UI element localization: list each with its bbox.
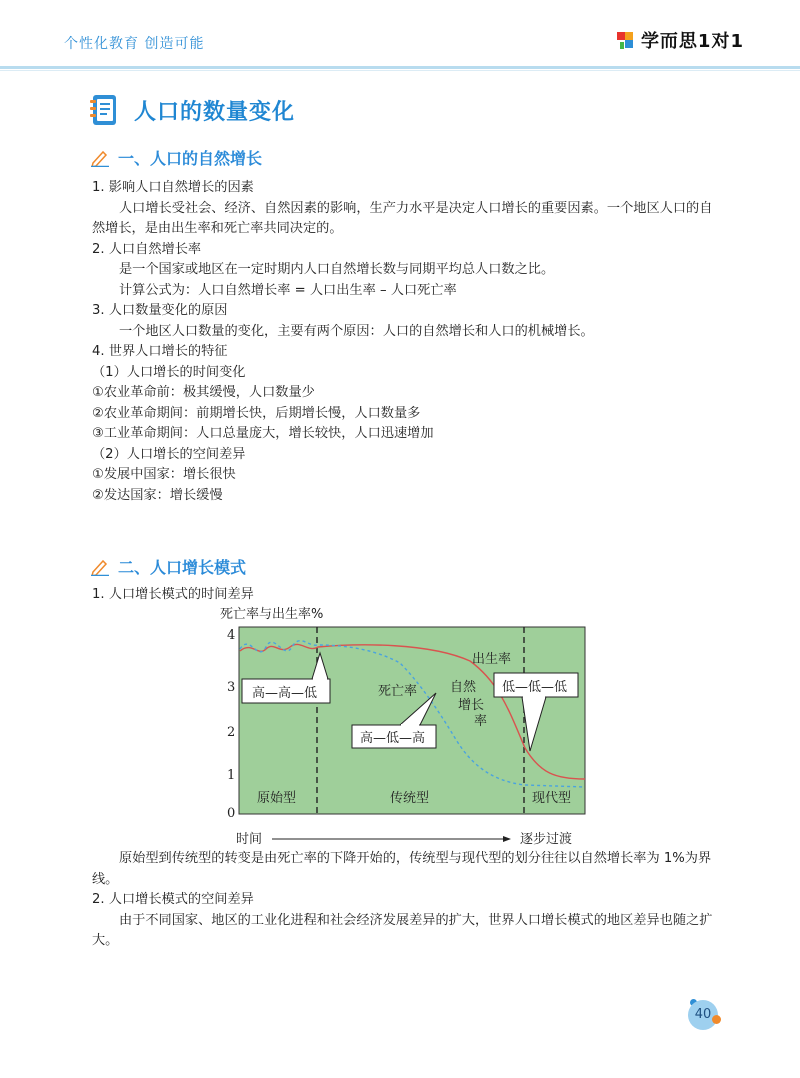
header-divider-thin <box>0 70 800 71</box>
natural-growth-label-3: 率 <box>474 714 488 729</box>
y-tick-4: 4 <box>227 628 236 643</box>
section1-body <box>92 178 717 506</box>
text-line: ③工业革命期间：人口总量庞大，增长较快，人口迅速增加 <box>92 426 434 441</box>
pencil-icon <box>90 558 110 576</box>
section-title-2: 二、人口增长模式 <box>118 558 247 577</box>
section-heading-1 <box>90 146 262 169</box>
text-line: （2）人口增长的空间差异 <box>92 446 246 462</box>
birth-rate-label: 出生率 <box>472 652 512 667</box>
callout-primitive-text: 高—高—低 <box>252 686 318 701</box>
page-header <box>0 0 800 68</box>
page-title-row <box>90 93 295 127</box>
callout-modern-text: 低—低—低 <box>502 680 568 695</box>
y-tick-0: 0 <box>227 806 236 821</box>
stage-primitive-label: 原始型 <box>257 791 297 806</box>
y-tick-1: 1 <box>227 768 236 783</box>
text-line: 2. 人口增长模式的空间差异 <box>92 892 254 907</box>
population-model-chart <box>200 603 600 849</box>
brand-logo <box>615 27 744 53</box>
text-paragraph: 人口增长受社会、经济、自然因素的影响，生产力水平是决定人口增长的重要因素。一个地区人口的自然增长，是由出生率和死亡率共同决定的。 <box>92 200 713 236</box>
header-slogan: 个性化教育 创造可能 <box>64 36 205 52</box>
section-heading-2 <box>90 555 246 578</box>
callout-traditional-text: 高—低—高 <box>360 731 426 746</box>
page-title: 人口的数量变化 <box>134 99 296 125</box>
chart-ylabel: 死亡率与出生率% <box>220 607 324 622</box>
text-line: 1. 影响人口自然增长的因素 <box>92 180 254 195</box>
section-title-1: 一、人口的自然增长 <box>118 149 263 168</box>
text-line: （1）人口增长的时间变化 <box>92 364 246 380</box>
chart-svg <box>200 603 600 849</box>
header-divider <box>0 66 800 69</box>
text-line: ①发展中国家：增长很快 <box>92 467 236 482</box>
text-line: 2. 人口自然增长率 <box>92 241 202 257</box>
text-line: 3. 人口数量变化的原因 <box>92 303 228 318</box>
text-line: ②发达国家：增长缓慢 <box>92 487 223 503</box>
text-line: 是一个国家或地区在一定时期内人口自然增长数与同期平均总人口数之比。 <box>119 262 555 277</box>
x-axis-label-right: 逐步过渡 <box>520 832 573 847</box>
text-paragraph: 原始型到传统型的转变是由死亡率的下降开始的，传统型与现代型的划分往往以自然增长率为 1%为界线。 <box>92 851 712 887</box>
death-rate-label: 死亡率 <box>378 684 418 699</box>
natural-growth-label-1: 自然 <box>450 680 477 695</box>
section2-body <box>92 849 717 952</box>
text-line: 一个地区人口数量的变化，主要有两个原因：人口的自然增长和人口的机械增长。 <box>119 323 594 339</box>
page-number: 40 <box>688 1000 718 1030</box>
notebook-icon <box>90 93 120 127</box>
text-line: ②农业革命期间：前期增长快，后期增长慢，人口数量多 <box>92 405 421 421</box>
logo-text: 学而思1对1 <box>640 31 744 52</box>
text-line: 4. 世界人口增长的特征 <box>92 344 228 359</box>
logo-mark-icon <box>615 29 637 51</box>
text-paragraph: 由于不同国家、地区的工业化进程和社会经济发展差异的扩大，世界人口增长模式的地区差异也随之扩大。 <box>92 912 713 948</box>
text-line: ①农业革命前：极其缓慢，人口数量少 <box>92 385 315 400</box>
text-line: 1. 人口增长模式的时间差异 <box>92 587 254 602</box>
stage-modern-label: 现代型 <box>532 791 572 806</box>
text-line: 计算公式为：人口自然增长率 = 人口出生率 – 人口死亡率 <box>119 282 457 298</box>
stage-traditional-label: 传统型 <box>390 791 430 806</box>
x-axis-label-left: 时间 <box>236 832 263 847</box>
page-number-accent-dot <box>712 1015 721 1024</box>
y-tick-3: 3 <box>227 680 236 695</box>
natural-growth-label-2: 增长 <box>458 698 485 713</box>
y-tick-2: 2 <box>227 725 236 740</box>
pencil-icon <box>90 149 110 167</box>
